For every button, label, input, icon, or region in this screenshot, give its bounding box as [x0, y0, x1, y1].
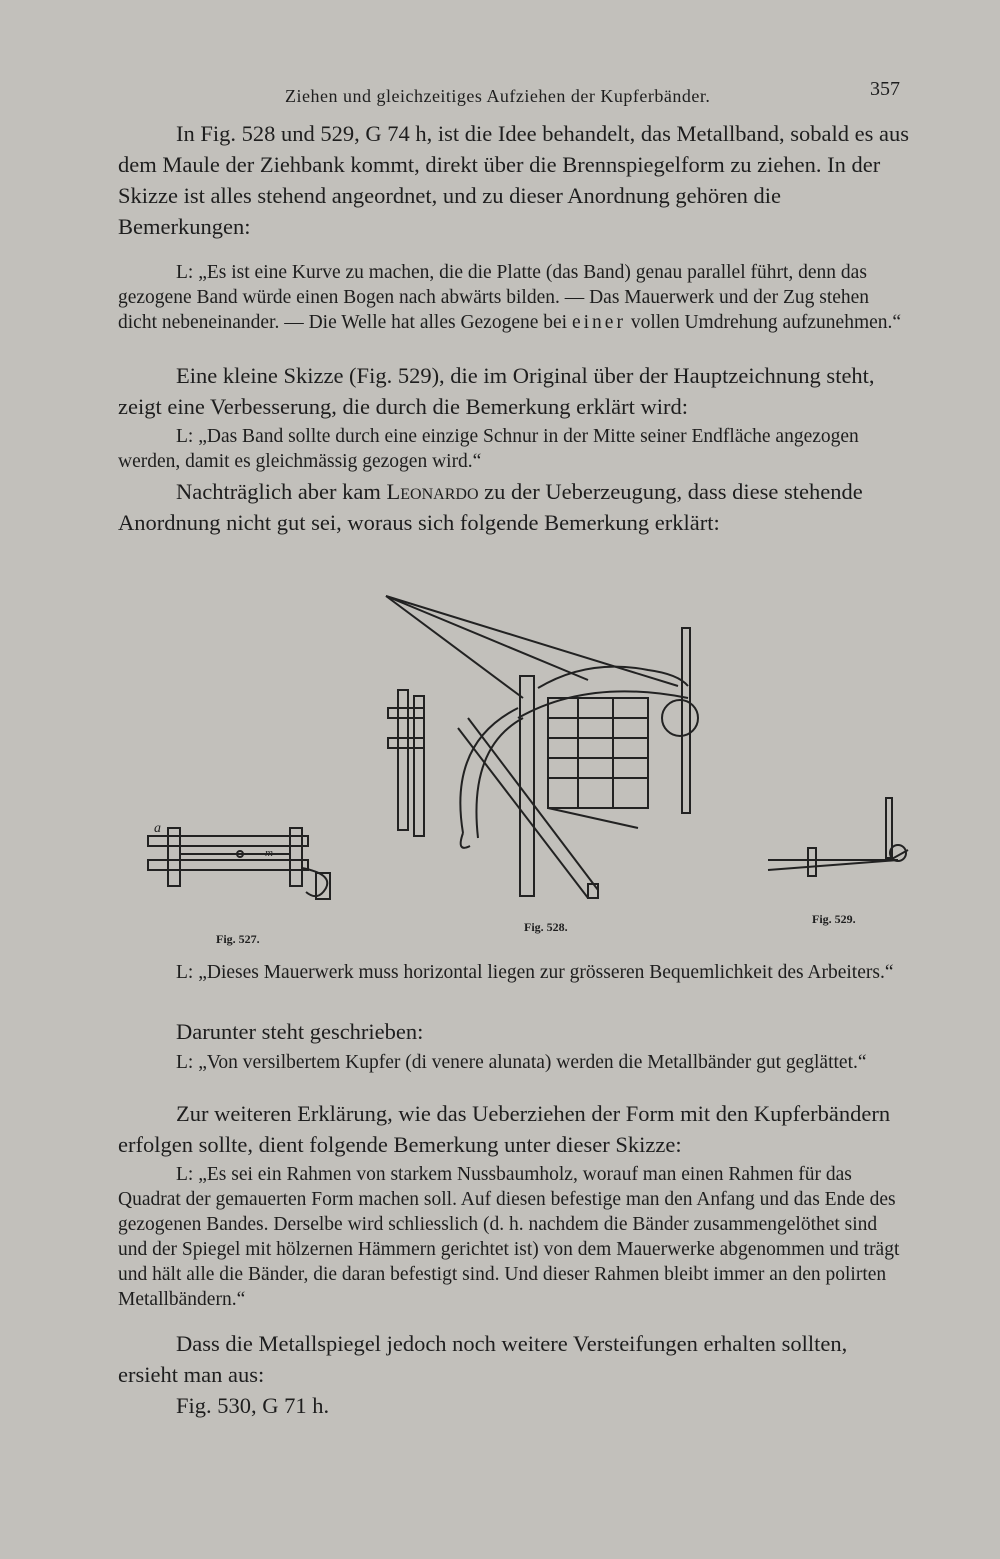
- fig-529-drawing: [768, 798, 908, 876]
- fig-527-drawing: [148, 828, 330, 899]
- paragraph-4: Darunter steht geschrieben:: [176, 1019, 424, 1044]
- quote-1-end: vollen Umdrehung aufzunehmen.“: [630, 312, 902, 333]
- fig-529-caption: Fig. 529.: [812, 912, 856, 926]
- quote-3: L: „Dieses Mauerwerk muss horizontal liegen zur grösseren Bequemlichkeit des Arbeiters.“: [176, 962, 894, 983]
- fig-527-label-m: m: [265, 847, 273, 859]
- running-header: [120, 78, 910, 112]
- paragraph-5: Zur weiteren Erklärung, wie das Ueberziehen der Form mit den Kupferbändern erfolgen sollte, dient folgende Bemerkung unter dieser Skizze:: [118, 1101, 891, 1157]
- fig-527-label-a: a: [154, 821, 161, 836]
- paragraph-3: [118, 476, 910, 538]
- quote-1: [118, 260, 910, 335]
- paragraph-2: Eine kleine Skizze (Fig. 529), die im Original über der Hauptzeichnung steht, zeigt eine Verbesserung, die durch die Bemerkung erklärt wird:: [118, 363, 875, 419]
- figure-group: [118, 578, 910, 948]
- running-title: Ziehen und gleichzeitiges Aufziehen der Kupferbänder.: [285, 86, 711, 106]
- paragraph-6: Dass die Metallspiegel jedoch noch weitere Versteifungen erhalten sollten, ersieht man aus:: [118, 1331, 848, 1387]
- paragraph-7: Fig. 530, G 71 h.: [176, 1393, 330, 1418]
- quote-4: L: „Von versilbertem Kupfer (di venere alunata) werden die Metallbänder gut geglättet.“: [176, 1052, 867, 1073]
- author-name: Leonardo: [386, 479, 479, 504]
- fig-528-caption: Fig. 528.: [524, 920, 568, 934]
- page-number: 357: [870, 78, 900, 100]
- quote-5: L: „Es sei ein Rahmen von starkem Nussbaumholz, worauf man einen Rahmen für das Quadrat der gemauerten Form machen soll. Auf diesen befestige man den Anfang und das Ende des gezogenen Bandes. Derselbe wird schliesslich (d. h. nachdem die Bänder zusammengelöthet sind und der Spiegel mit hölzernen Hämmern gerichtet ist) von dem Mauerwerke abgenommen und trägt und hält alle die Bänder, die daran befestigt sind. Und dieser Rahmen bleibt immer an den polirten Metallbändern.“: [118, 1164, 900, 1310]
- quote-1-spaced-word: einer: [571, 312, 626, 333]
- paragraph-1: In Fig. 528 und 529, G 74 h, ist die Idee behandelt, das Metallband, sobald es aus dem Maule der Ziehbank kommt, direkt über die Brennspiegelform zu ziehen. In der Skizze ist alles stehend angeordnet, und zu dieser Anordnung gehören die Bemerkungen:: [118, 121, 909, 239]
- fig-528-drawing: [386, 596, 698, 898]
- quote-1-text: L: „Es ist eine Kurve zu machen, die die Platte (das Band) genau parallel führt, denn das gezogene Band würde einen Bogen nach abwärts bilden. — Das Mauerwerk und der Zug stehen dicht nebeneinander. — Die Welle hat alles Gezogene bei: [118, 262, 870, 333]
- quote-2: L: „Das Band sollte durch eine einzige Schnur in der Mitte seiner Endfläche angezogen werden, damit es gleichmässig gezogen wird.“: [118, 426, 859, 472]
- paragraph-3-start: Nachträglich aber kam: [176, 479, 381, 504]
- fig-527-caption: Fig. 527.: [216, 932, 260, 946]
- figures-drawing: [118, 578, 910, 948]
- paragraph-3-end: zu der Ueberzeugung, dass diese stehende Anordnung nicht gut sei, woraus sich folgende Bemerkung erklärt:: [118, 479, 863, 535]
